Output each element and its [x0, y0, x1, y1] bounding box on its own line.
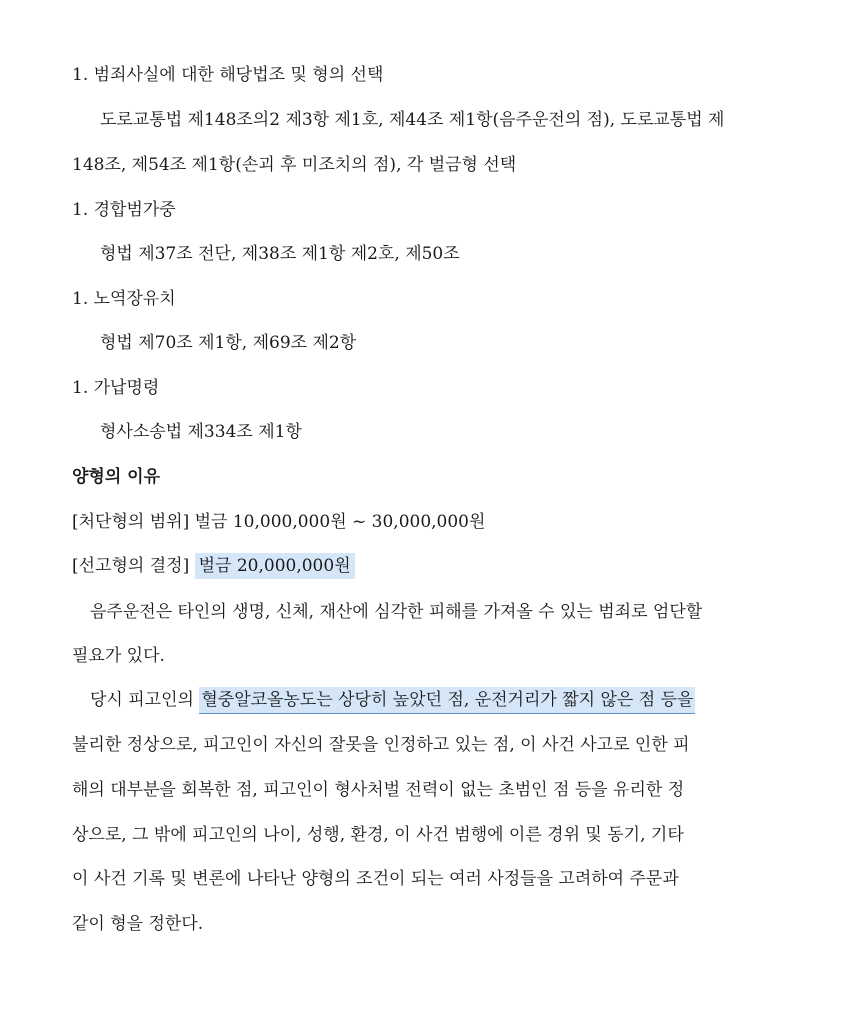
concurrent-crimes-title: 1. 경합범가중: [72, 200, 176, 220]
reason-paragraph-2-prefix: 당시 피고인의: [90, 690, 194, 710]
concurrent-crimes-text: 형법 제37조 전단, 제38조 제1항 제2호, 제50조: [100, 244, 460, 264]
reason-paragraph-2-line-6: 같이 형을 정한다.: [72, 914, 204, 934]
sentence-decision-label: [선고형의 결정]: [72, 556, 190, 576]
sentencing-reason-heading: 양형의 이유: [72, 467, 161, 487]
reason-paragraph-2-line-2: 불리한 정상으로, 피고인이 자신의 잘못을 인정하고 있는 점, 이 사건 사고로 인한 피: [72, 735, 690, 755]
reason-paragraph-1-line-2: 필요가 있다.: [72, 646, 165, 666]
applicable-law-title: 1. 범죄사실에 대한 해당법조 및 형의 선택: [72, 65, 384, 85]
applicable-law-text-line-2: 148조, 제54조 제1항(손괴 후 미조치의 점), 각 벌금형 선택: [72, 155, 517, 175]
applicable-law-text-line-1: 도로교통법 제148조의2 제3항 제1호, 제44조 제1항(음주운전의 점), 도로교통법 제: [100, 110, 725, 130]
reason-paragraph-1-line-1: 음주운전은 타인의 생명, 신체, 재산에 심각한 피해를 가져올 수 있는 범죄로 엄단할: [90, 602, 703, 622]
reason-paragraph-2-line-1: [90, 688, 695, 712]
reason-paragraph-2-line-3: 해의 대부분을 회복한 점, 피고인이 형사처벌 전력이 없는 초범인 점 등을 유리한 정: [72, 780, 685, 800]
provisional-payment-title: 1. 가납명령: [72, 378, 160, 398]
workhouse-detention-text: 형법 제70조 제1항, 제69조 제2항: [100, 333, 357, 353]
sentence-range-value: 벌금 10,000,000원 ~ 30,000,000원: [194, 512, 486, 532]
reason-paragraph-2-line-4: 상으로, 그 밖에 피고인의 나이, 성행, 환경, 이 사건 범행에 이른 경위 및 동기, 기타: [72, 825, 684, 845]
reason-paragraph-2-line-5: 이 사건 기록 및 변론에 나타난 양형의 조건이 되는 여러 사정들을 고려하여 주문과: [72, 869, 679, 889]
sentence-range-label: [처단형의 범위]: [72, 512, 190, 532]
sentence-range: [72, 510, 485, 534]
sentence-decision: [72, 554, 355, 578]
blood-alcohol-highlight: 혈중알코올농도는 상당히 높았던 점, 운전거리가 짧지 않은 점 등을: [199, 687, 695, 714]
provisional-payment-text: 형사소송법 제334조 제1항: [100, 422, 302, 442]
sentence-decision-value-highlight: 벌금 20,000,000원: [195, 553, 355, 579]
workhouse-detention-title: 1. 노역장유치: [72, 289, 176, 309]
